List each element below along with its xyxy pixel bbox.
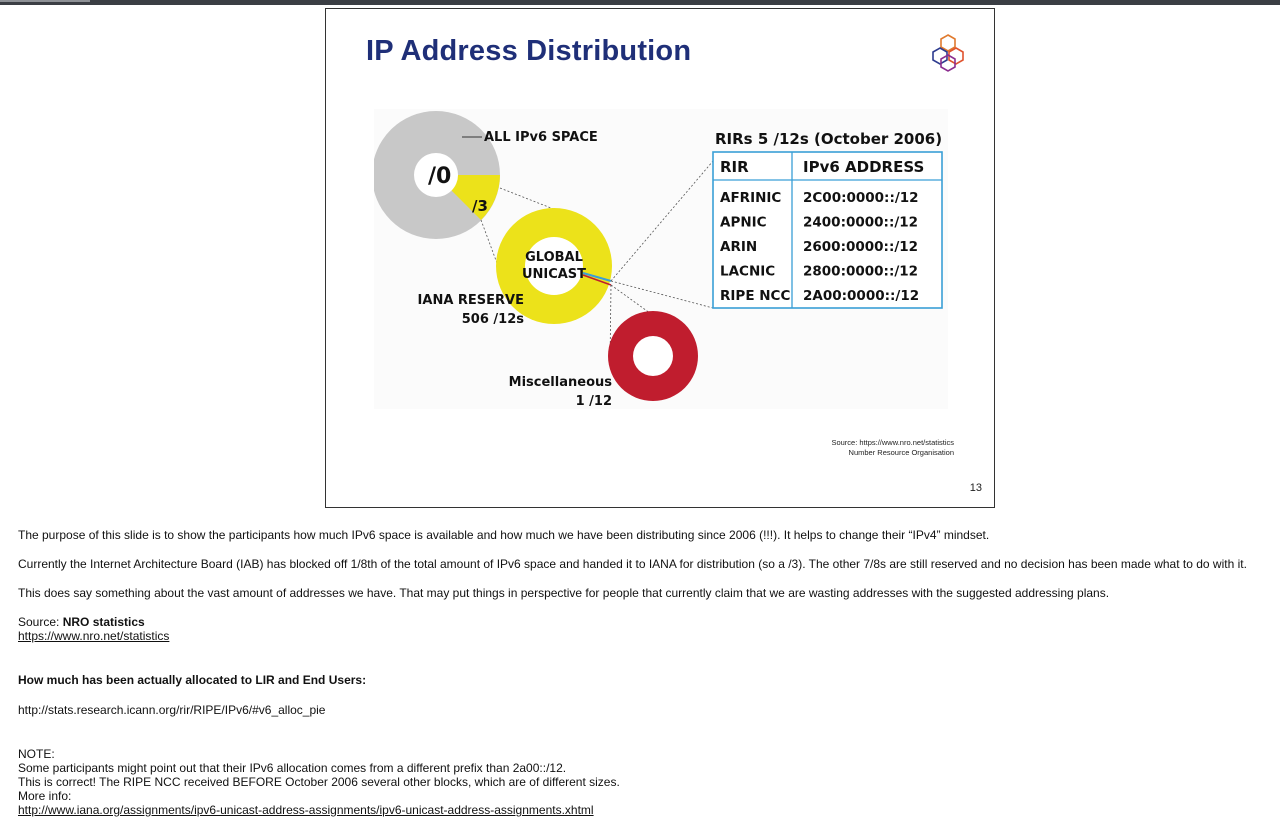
source-link-line	[18, 629, 1280, 643]
rir-table-cell-address: 2800:0000::/12	[803, 263, 919, 280]
source-line	[18, 615, 1280, 629]
slide-page-number: 13	[969, 482, 982, 494]
note-line: Some participants might point out that their IPv6 allocation comes from a different prefix than 2a00::/12.	[18, 761, 567, 775]
rir-table-cell-rir: LACNIC	[720, 263, 776, 280]
rir-table-cell-rir: RIPE NCC	[720, 288, 791, 304]
rir-table-cell-rir: APNIC	[720, 214, 767, 231]
iana-assignments-link[interactable]: http://www.iana.org/assignments/ipv6-unicast-address-assignments/ipv6-unicast-address-assignments.xhtml	[18, 803, 594, 817]
rir-table-caption: RIRs 5 /12s (October 2006)	[715, 130, 943, 148]
iana-reserve-label-line2: 506 /12s	[461, 312, 524, 327]
rir-table-cell-address: 2400:0000::/12	[803, 214, 919, 231]
allocation-heading-text: How much has been actually allocated to LIR and End Users:	[18, 673, 367, 687]
misc-label-line1: Miscellaneous	[508, 375, 612, 390]
notes-paragraph: This does say something about the vast amount of addresses we have. That may put things in perspective for people that currently claim that we are wasting addresses with the suggested addressing plans.	[18, 586, 1110, 600]
source-bold: NRO statistics	[62, 615, 145, 629]
misc-hole	[633, 336, 673, 376]
global-unicast-label-line1: GLOBAL	[525, 250, 583, 265]
rir-table-cell-address: 2600:0000::/12	[803, 239, 919, 255]
connector-dotted	[611, 161, 713, 281]
slide-title: IP Address Distribution	[366, 35, 692, 67]
slide-source-note	[831, 438, 954, 458]
rir-table-header-address: IPv6 ADDRESS	[803, 158, 925, 176]
rir-table-cell-address: 2A00:0000::/12	[803, 288, 920, 304]
source-prefix: Source:	[18, 615, 63, 629]
slide	[325, 8, 995, 508]
notes-paragraph: The purpose of this slide is to show the participants how much IPv6 space is available and how much we have been distributing since 2006 (!!!). It helps to change their “IPv4” mindset.	[18, 528, 990, 542]
slash0-label: /0	[428, 164, 452, 189]
rir-table-cell-rir: AFRINIC	[720, 190, 782, 206]
slash3-label: /3	[472, 197, 488, 215]
iana-reserve-label-line1: IANA RESERVE	[417, 293, 524, 308]
note-line: More info:	[18, 789, 72, 803]
note-line: This is correct! The RIPE NCC received BEFORE October 2006 several other blocks, which are of different sizes.	[18, 775, 620, 789]
global-unicast-hole	[525, 237, 583, 295]
allocation-heading	[18, 673, 1280, 687]
rir-table-header-rir: RIR	[720, 158, 749, 176]
global-unicast-label-line2: UNICAST	[521, 267, 587, 282]
notes-paragraph: Currently the Internet Architecture Board (IAB) has blocked off 1/8th of the total amount of IPv6 space and handed it to IANA for distribution (so a /3). The other 7/8s are still reserved and no decision has been made what to do with it.	[18, 557, 1247, 571]
stats-url-text: http://stats.research.icann.org/rir/RIPE/IPv6/#v6_alloc_pie	[18, 703, 326, 717]
window-top-bar	[0, 0, 1280, 5]
speaker-notes	[18, 528, 1280, 817]
note-label: NOTE:	[18, 747, 55, 761]
source-org-text: Number Resource Organisation	[848, 448, 954, 457]
nro-statistics-link[interactable]: https://www.nro.net/statistics	[18, 629, 170, 643]
all-ipv6-space-label: ALL IPv6 SPACE	[484, 130, 598, 145]
ripe-ncc-logo-icon	[926, 31, 970, 75]
misc-label-line2: 1 /12	[575, 394, 612, 409]
note-link-line	[18, 803, 1280, 817]
rir-table-cell-rir: ARIN	[720, 239, 758, 255]
ipv6-distribution-figure	[374, 109, 948, 409]
source-url-text: Source: https://www.nro.net/statistics	[831, 438, 954, 447]
rir-table-cell-address: 2C00:0000::/12	[803, 190, 919, 206]
tab-indicator	[0, 0, 90, 2]
connector-dotted	[611, 281, 713, 308]
